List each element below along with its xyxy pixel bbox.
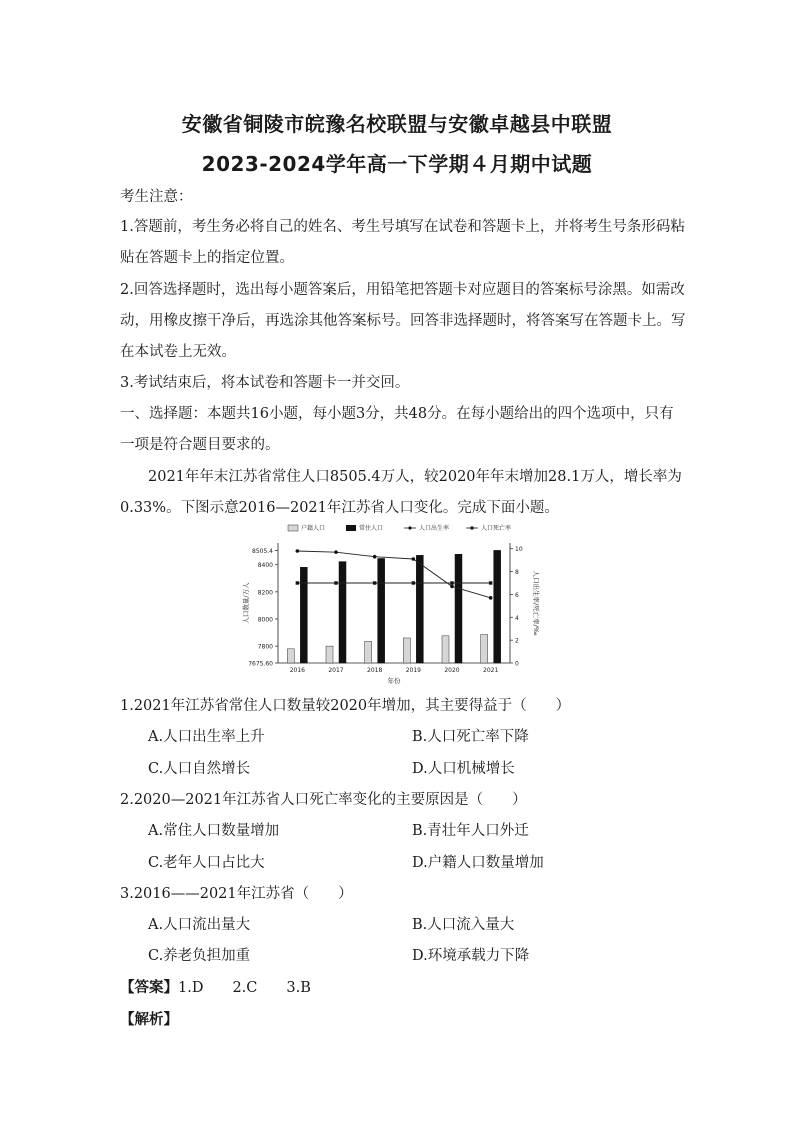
right-axis-tick-label: 6 [515, 591, 519, 599]
left-axis-tick-label: 8400 [257, 562, 273, 570]
birth-rate-point-2018 [373, 555, 377, 559]
bar-hukou-2016 [287, 649, 294, 663]
question-3-option-c: C.养老负担加重 [148, 948, 251, 964]
right-axis-tick-label: 4 [515, 614, 519, 622]
right-axis-tick-label: 10 [515, 546, 523, 554]
birth-rate-point-2016 [296, 549, 300, 553]
bar-changzhu-2017 [339, 562, 346, 663]
passage-line-1: 2021年年末江苏省常住人口8505.4万人，较2020年年末增加28.1万人，增长率为 [148, 469, 682, 485]
left-axis-tick-label: 8505.4 [252, 547, 273, 555]
answer-label: 【答案】 [120, 979, 178, 996]
section-heading-line-1: 一、选择题：本题共16小题，每小题3分，共48分。在每小题给出的四个选项中，只有 [120, 406, 674, 422]
analysis-label: 【解析】 [120, 1011, 178, 1028]
legend-birth-marker [408, 526, 411, 529]
question-3-option-a: A.人口流出量大 [148, 917, 251, 933]
bar-changzhu-2018 [378, 558, 385, 663]
legend-death-label: 人口死亡率 [481, 525, 512, 532]
birth-rate-point-2019 [412, 557, 416, 561]
legend-changzhu-label: 常住人口 [359, 525, 384, 532]
legend-changzhu-swatch [346, 525, 356, 531]
birth-rate-point-2017 [334, 550, 338, 554]
legend-hukou-label: 户籍人口 [301, 525, 326, 532]
legend-death-marker [471, 527, 474, 530]
notice-item-2-line-2: 动，用橡皮擦干净后，再选涂其他答案标号。回答非选择题时，将答案写在答题卡上。写 [120, 313, 686, 329]
notice-heading: 考生注意： [120, 189, 193, 205]
bar-hukou-2019 [403, 638, 410, 663]
left-axis-tick-label: 8200 [257, 589, 273, 597]
x-tick-label-2020: 2020 [444, 667, 460, 674]
bar-changzhu-2019 [416, 555, 423, 663]
birth-rate-point-2020 [450, 585, 454, 589]
question-2-option-a: A.常住人口数量增加 [148, 823, 280, 839]
notice-item-1-line-2: 贴在答题卡上的指定位置。 [120, 250, 294, 266]
bar-changzhu-2016 [300, 567, 307, 663]
bar-hukou-2018 [365, 641, 372, 663]
right-axis-tick-label: 8 [515, 569, 519, 577]
death-rate-point-2017 [334, 581, 337, 584]
right-axis-label: 人口出生率/死亡率/‰ [532, 570, 540, 636]
death-rate-point-2019 [412, 581, 415, 584]
birth-rate-point-2021 [489, 596, 493, 600]
x-tick-label-2016: 2016 [289, 667, 305, 674]
question-3-option-d: D.环境承载力下降 [412, 948, 530, 964]
x-tick-label-2017: 2017 [328, 667, 344, 674]
population-chart [238, 521, 558, 689]
section-heading-line-2: 一项是符合题目要求的。 [120, 437, 280, 453]
bar-hukou-2020 [442, 636, 449, 663]
death-rate-point-2021 [489, 581, 492, 584]
bar-changzhu-2021 [494, 550, 501, 663]
question-1-option-d: D.人口机械增长 [412, 761, 515, 777]
notice-item-2-line-1: 2.回答选择题时，选出每小题答案后，用铅笔把答题卡对应题目的答案标号涂黑。如需改 [120, 282, 685, 298]
right-axis-tick-label: 2 [515, 637, 519, 645]
x-tick-label-2019: 2019 [405, 667, 421, 674]
death-rate-point-2020 [450, 581, 453, 584]
left-axis-tick-label: 7800 [257, 643, 273, 651]
death-rate-point-2018 [373, 581, 376, 584]
notice-item-1-line-1: 1.答题前，考生务必将自己的姓名、考生号填写在试卷和答题卡上，并将考生号条形码粘 [120, 219, 685, 235]
bar-hukou-2021 [481, 635, 488, 663]
x-axis-label: 年份 [387, 677, 401, 685]
notice-item-3: 3.考试结束后，将本试卷和答题卡一并交回。 [120, 375, 410, 391]
question-1-option-c: C.人口自然增长 [148, 761, 251, 777]
answer-line [120, 978, 680, 998]
question-1-option-a: A.人口出生率上升 [148, 729, 265, 745]
answer-text: 1.D 2.C 3.B [178, 980, 311, 996]
title-line-2: 2023-2024学年高一下学期４月期中试题 [201, 152, 593, 176]
bar-hukou-2017 [326, 646, 333, 663]
left-axis-tick-label: 7675.60 [248, 660, 273, 668]
x-tick-label-2018: 2018 [367, 667, 383, 674]
notice-item-2-line-3: 在本试卷上无效。 [120, 344, 236, 360]
question-2-option-c: C.老年人口占比大 [148, 855, 265, 871]
legend-birth-label: 人口出生率 [419, 525, 450, 532]
title-line-1: 安徽省铜陵市皖豫名校联盟与安徽卓越县中联盟 [181, 112, 613, 136]
legend-hukou-swatch [288, 525, 298, 531]
passage-line-2: 0.33%。下图示意2016—2021年江苏省人口变化。完成下面小题。 [120, 500, 559, 516]
left-axis-label: 人口数量/万人 [242, 582, 250, 624]
right-axis-tick-label: 0 [515, 660, 519, 668]
x-tick-label-2021: 2021 [483, 667, 499, 674]
question-3-stem: 3.2016——2021年江苏省（ ） [120, 886, 353, 902]
question-1-option-b: B.人口死亡率下降 [412, 729, 529, 745]
left-axis-tick-label: 8000 [257, 616, 273, 624]
question-3-option-b: B.人口流入量大 [412, 917, 515, 933]
question-2-option-d: D.户籍人口数量增加 [412, 855, 544, 871]
question-1-stem: 1.2021年江苏省常住人口数量较2020年增加，其主要得益于（ ） [120, 698, 571, 714]
bar-changzhu-2020 [455, 554, 462, 663]
question-2-stem: 2.2020—2021年江苏省人口死亡率变化的主要原因是（ ） [120, 792, 527, 808]
death-rate-point-2016 [296, 581, 299, 584]
question-2-option-b: B.青壮年人口外迁 [412, 823, 529, 839]
